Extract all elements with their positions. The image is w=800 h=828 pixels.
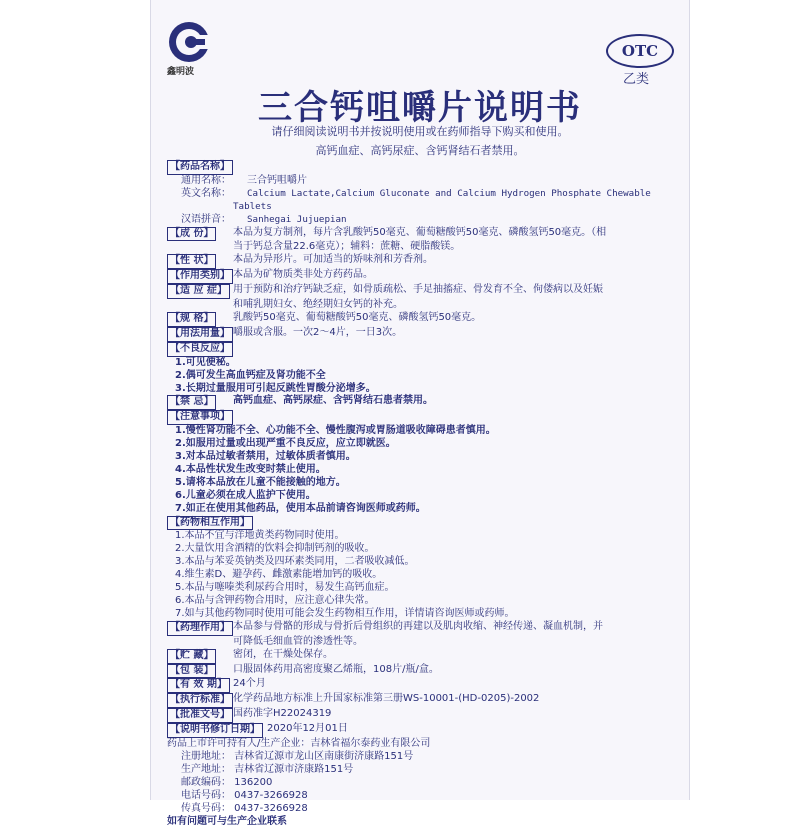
list-item: 4.维生素D、避孕药、雌激素能增加钙的吸收。 (167, 569, 672, 582)
section-label: 【适 应 症】 (167, 284, 230, 299)
company-contact: 如有问题可与生产企业联系 (167, 816, 672, 828)
list-item: 1.本品不宜与洋地黄类药物同时使用。 (167, 530, 672, 543)
instruction-content: 【药品名称】 通用名称： 三合钙咀嚼片 英文名称： Calcium Lactate,Calcium Gluconate and Calcium Hydrogen Phosphate Chewable Tablets 汉语拼音： Sanhegai Jujuepian 【成 份】 本品为复方制剂，每片含乳酸钙50毫克、葡萄糖酸钙50毫克、磷酸氢钙50毫克。（相 当于钙总含量22.6毫克）；辅料：蔗糖、硬脂酸镁。 【性 状】 本品为异形片。可加适当的矫味剂和芳香剂。 【作用类别】 本品为矿物质类非处方药药品。 【适 应 症】 用于预防和治疗钙缺乏症，如骨质疏松、手足抽搐症、骨发育不全、佝偻病以及妊娠 和哺乳期妇女、绝经期妇女钙的补充。 【规 格】 乳酸钙50毫克、葡萄糖酸钙50毫克、磷酸氢钙50毫克。 【用法用量】 嚼服或含服。一次2～4片，一日3次。 【不良反应】 1.可见便秘。 2.偶可发生高血钙症及肾功能不全 3.长期过量服用可引起反跳性胃酸分泌增多。 【禁 忌】 高钙血症、高钙尿症、含钙肾结石患者禁用。 【注意事项】 1.慢性肾功能不全、心功能不全、慢性腹泻或胃肠道吸收障碍患者慎用。 2.如服用过量或出现严重不良反应，应立即就医。 3.对本品过敏者禁用，过敏体质者慎用。 4.本品性状发生改变时禁止使用。 5.请将本品放在儿童不能接触的地方。 6.儿童必须在成人监护下使用。 7.如正在使用其他药品，使用本品前请咨询医师或药师。 【药物相互作用】 1.本品不宜与洋地黄类药物同时使用。 2.大量饮用含酒精的饮料会抑制钙剂的吸收。 3.本品与苯妥英钠类及四环素类同用，二者吸收减低。 4.维生素D、避孕药、雌激素能增加钙的吸收。 5.本品与噻嗪类利尿药合用时，易发生高钙血症。 6.本品与含钾药物合用时，应注意心律失常。 7.如与其他药物同时使用可能会发生药物相互作用，详情请咨询医师或药师。 【药理作用】 本品参与骨骼的形成与骨折后骨组织的再建以及肌肉收缩、神经传递、凝血机制，并 可降低毛细血管的渗透性等。 【贮 藏】 密闭，在干燥处保存。 【包 装】 口服固体药用高密度聚乙烯瓶，108片/瓶/盒。 【有 效 期】 24个月 【执行标准】 化学药品地方标准上升国家标准第三册WS-10001-(HD-0205)-2002 【批准文号】 国药准字H22024319 【说明书修订日期】 2020年12月01日 药品上市许可持有人/生产企业：吉林省福尔泰药业有限公司 注册地址： 吉林省辽源市龙山区南康街济康路151号 生产地址： 吉林省辽源市济康路151号 邮政编码： 136200 电话号码： 0437-3266928 传真号码： 0437-3266928 如有问题可与生产企业联系 (167, 160, 672, 828)
section-category: 【作用类别】 本品为矿物质类非处方药药品。 (167, 269, 672, 284)
section-label: 【性 状】 (167, 254, 216, 269)
list-item: 1.慢性肾功能不全、心功能不全、慢性腹泻或胃肠道吸收障碍患者慎用。 (167, 425, 672, 438)
list-item: 2.如服用过量或出现严重不良反应，应立即就医。 (167, 438, 672, 451)
section-package: 【包 装】 口服固体药用高密度聚乙烯瓶，108片/瓶/盒。 (167, 664, 672, 679)
company-prod-address: 生产地址： 吉林省辽源市济康路151号 (167, 764, 672, 777)
section-label: 【规 格】 (167, 312, 216, 327)
section-label: 【禁 忌】 (167, 395, 216, 410)
reading-notice: 请仔细阅读说明书并按说明使用或在药师指导下购买和使用。 (151, 123, 689, 139)
section-precautions (167, 410, 672, 425)
list-item: 4.本品性状发生改变时禁止使用。 (167, 464, 672, 477)
section-label: 【包 装】 (167, 664, 216, 679)
section-label: 【执行标准】 (167, 693, 233, 708)
section-label: 【不良反应】 (167, 342, 233, 357)
section-label: 【作用类别】 (167, 269, 233, 284)
section-storage: 【贮 藏】 密闭，在干燥处保存。 (167, 649, 672, 664)
section-approval: 【批准文号】 国药准字H22024319 (167, 708, 672, 723)
section-label: 【批准文号】 (167, 708, 233, 723)
company-fax: 传真号码： 0437-3266928 (167, 803, 672, 816)
section-revision: 【说明书修订日期】 2020年12月01日 (167, 723, 672, 738)
list-item: 6.儿童必须在成人监护下使用。 (167, 490, 672, 503)
instruction-sheet (150, 0, 690, 800)
section-dosage: 【用法用量】 嚼服或含服。一次2～4片，一日3次。 (167, 327, 672, 342)
list-item: 3.本品与苯妥英钠类及四环素类同用，二者吸收减低。 (167, 556, 672, 569)
company-phone: 电话号码： 0437-3266928 (167, 790, 672, 803)
list-item: 3.长期过量服用可引起反跳性胃酸分泌增多。 (167, 383, 672, 396)
english-name-cont: Tablets (167, 201, 672, 214)
section-indication: 【适 应 症】 用于预防和治疗钙缺乏症，如骨质疏松、手足抽搐症、骨发育不全、佝偻病以及妊娠 (167, 284, 672, 299)
list-item: 3.对本品过敏者禁用，过敏体质者慎用。 (167, 451, 672, 464)
list-item: 7.如与其他药物同时使用可能会发生药物相互作用，详情请咨询医师或药师。 (167, 608, 672, 621)
section-label: 【药品名称】 (167, 160, 233, 175)
list-item: 2.偶可发生高血钙症及肾功能不全 (167, 370, 672, 383)
company-zip: 邮政编码： 136200 (167, 777, 672, 790)
section-composition: 【成 份】 本品为复方制剂，每片含乳酸钙50毫克、葡萄糖酸钙50毫克、磷酸氢钙50毫克。（相 (167, 227, 672, 242)
field-label: 通用名称： (167, 175, 247, 188)
section-interaction (167, 516, 672, 531)
list-item: 1.可见便秘。 (167, 357, 672, 370)
section-label: 【注意事项】 (167, 410, 233, 425)
field-label: 汉语拼音： (167, 214, 247, 227)
otc-badge: OTC (606, 34, 674, 68)
section-adverse (167, 342, 672, 357)
section-contra: 【禁 忌】 高钙血症、高钙尿症、含钙肾结石患者禁用。 (167, 395, 672, 410)
company-holder: 药品上市许可持有人/生产企业：吉林省福尔泰药业有限公司 (167, 738, 672, 751)
list-item: 5.请将本品放在儿童不能接触的地方。 (167, 477, 672, 490)
section-label: 【成 份】 (167, 227, 216, 242)
otc-class: 乙类 (623, 68, 649, 87)
list-item: 5.本品与噻嗪类利尿药合用时，易发生高钙血症。 (167, 582, 672, 595)
contraindication-notice: 高钙血症、高钙尿症、含钙肾结石者禁用。 (151, 142, 689, 158)
section-label: 【用法用量】 (167, 327, 233, 342)
section-drug-name (167, 160, 672, 175)
section-label: 【药物相互作用】 (167, 516, 253, 531)
company-logo (165, 18, 213, 66)
section-label: 【说明书修订日期】 (167, 723, 263, 738)
section-pharmacology: 【药理作用】 本品参与骨骼的形成与骨折后骨组织的再建以及肌肉收缩、神经传递、凝血机制，并 (167, 621, 672, 636)
list-item: 7.如正在使用其他药品，使用本品前请咨询医师或药师。 (167, 503, 672, 516)
company-logo-name: 鑫明波 (167, 64, 194, 77)
section-label: 【药理作用】 (167, 621, 233, 636)
generic-name: 三合钙咀嚼片 (247, 175, 672, 188)
section-spec: 【规 格】 乳酸钙50毫克、葡萄糖酸钙50毫克、磷酸氢钙50毫克。 (167, 312, 672, 327)
list-item: 2.大量饮用含酒精的饮料会抑制钙剂的吸收。 (167, 543, 672, 556)
field-label: 英文名称： (167, 188, 247, 201)
document-title: 三合钙咀嚼片说明书 (151, 80, 689, 129)
section-label: 【有 效 期】 (167, 678, 230, 693)
section-label: 【贮 藏】 (167, 649, 216, 664)
pinyin-name: Sanhegai Jujuepian (247, 214, 672, 227)
section-standard: 【执行标准】 化学药品地方标准上升国家标准第三册WS-10001-(HD-0205)-2002 (167, 693, 672, 708)
section-validity: 【有 效 期】 24个月 (167, 678, 672, 693)
list-item: 6.本品与含钾药物合用时，应注意心律失常。 (167, 595, 672, 608)
section-description: 【性 状】 本品为异形片。可加适当的矫味剂和芳香剂。 (167, 254, 672, 269)
english-name: Calcium Lactate,Calcium Gluconate and Calcium Hydrogen Phosphate Chewable (247, 188, 672, 201)
company-reg-address: 注册地址： 吉林省辽源市龙山区南康街济康路151号 (167, 751, 672, 764)
